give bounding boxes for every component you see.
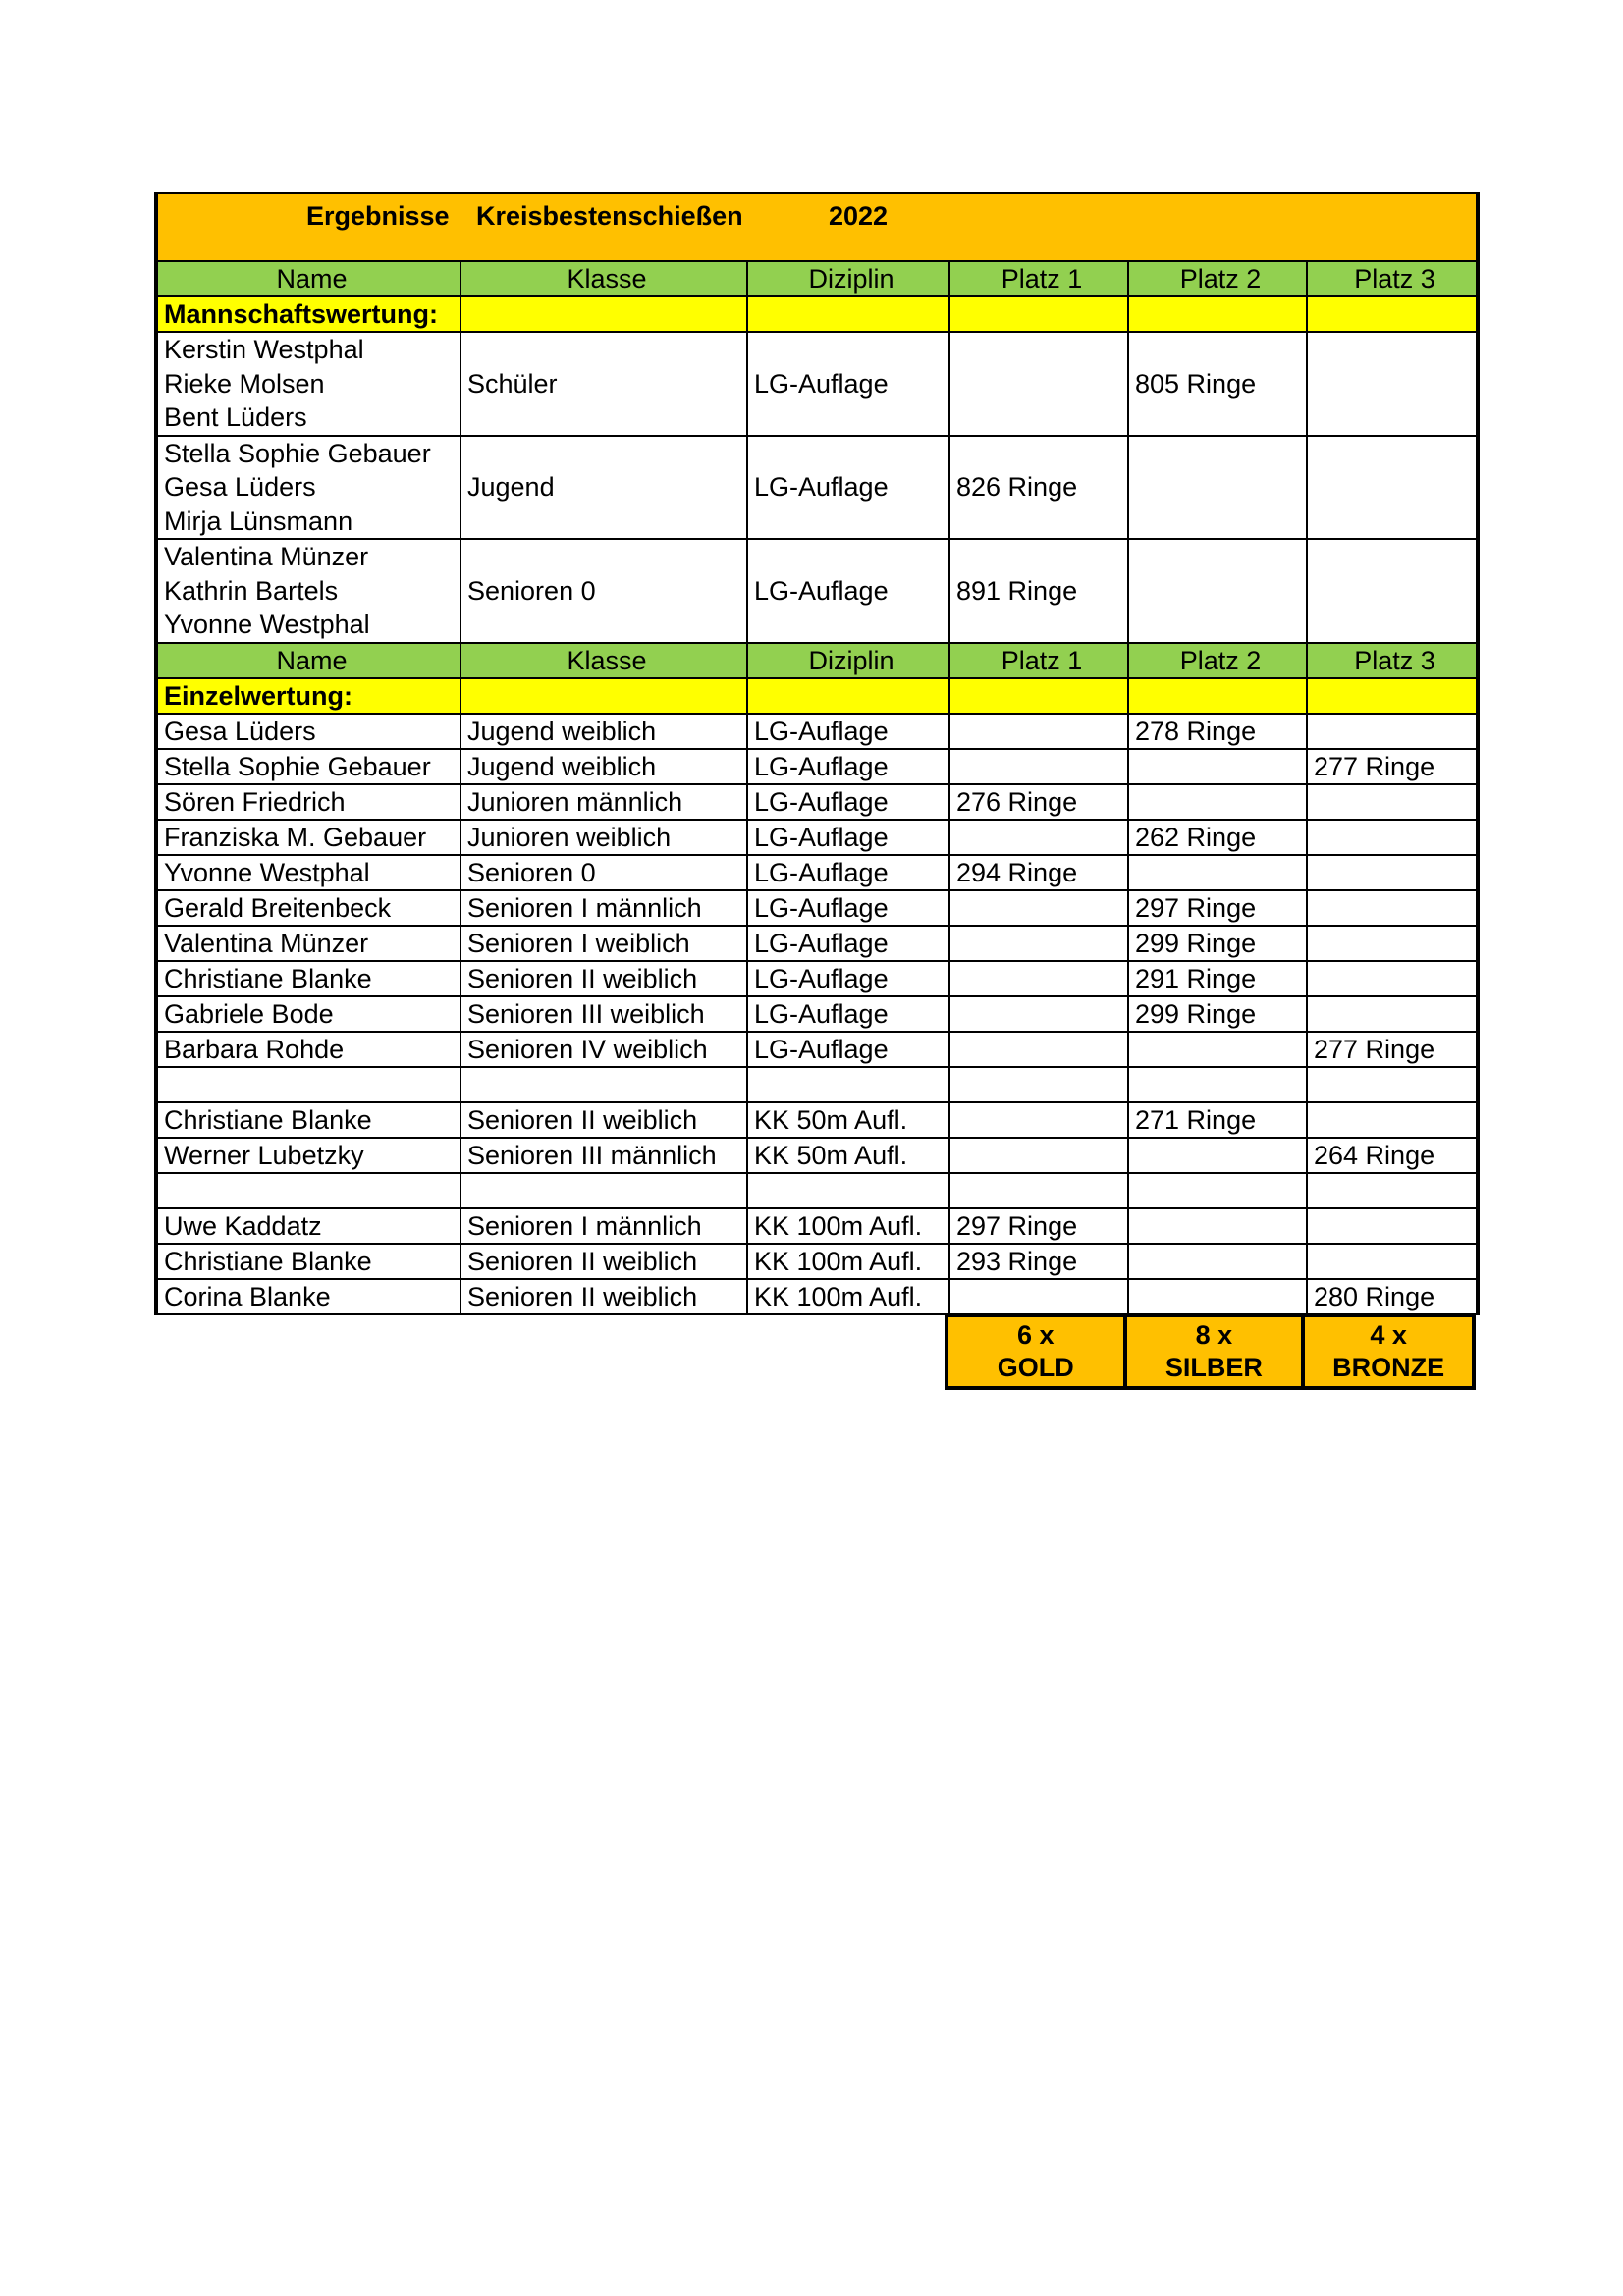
result-row <box>156 784 1478 820</box>
column-header-name: Name <box>156 643 460 678</box>
team-platz-2: 805 Ringe <box>1128 332 1307 436</box>
column-header-platz-2: Platz 2 <box>1128 261 1307 296</box>
title-event: Kreisbestenschießen <box>476 201 743 231</box>
result-klasse: Senioren II weiblich <box>460 1244 747 1279</box>
result-platz-3: 280 Ringe <box>1307 1279 1478 1314</box>
result-name: Werner Lubetzky <box>156 1138 460 1173</box>
team-members: Kerstin Westphal Rieke Molsen Bent Lüders <box>156 332 460 436</box>
result-klasse: Jugend weiblich <box>460 714 747 749</box>
result-name: Christiane Blanke <box>156 961 460 996</box>
results-sheet <box>154 192 1476 1382</box>
team-klasse: Senioren 0 <box>460 539 747 643</box>
result-name: Stella Sophie Gebauer <box>156 749 460 784</box>
result-platz-2 <box>1128 1138 1307 1173</box>
result-klasse: Senioren III weiblich <box>460 996 747 1032</box>
section-filler <box>747 296 949 332</box>
team-platz-1: 891 Ringe <box>949 539 1128 643</box>
result-platz-3 <box>1307 926 1478 961</box>
result-platz-2 <box>1128 1279 1307 1314</box>
result-row <box>156 926 1478 961</box>
result-row <box>156 714 1478 749</box>
result-platz-3: 264 Ringe <box>1307 1138 1478 1173</box>
result-platz-2 <box>1128 855 1307 890</box>
column-header-platz-1: Platz 1 <box>949 643 1128 678</box>
section-filler <box>1307 296 1478 332</box>
result-platz-3 <box>1307 1173 1478 1208</box>
result-platz-2 <box>1128 1244 1307 1279</box>
result-name <box>156 1173 460 1208</box>
result-platz-3 <box>1307 996 1478 1032</box>
result-platz-2: 262 Ringe <box>1128 820 1307 855</box>
single-section <box>156 678 1478 714</box>
team-members: Valentina Münzer Kathrin Bartels Yvonne Westphal <box>156 539 460 643</box>
result-platz-3: 277 Ringe <box>1307 749 1478 784</box>
team-platz-3 <box>1307 332 1478 436</box>
result-klasse: Senioren II weiblich <box>460 1279 747 1314</box>
team-klasse: Schüler <box>460 332 747 436</box>
result-platz-2 <box>1128 1173 1307 1208</box>
result-platz-3 <box>1307 890 1478 926</box>
team-members: Stella Sophie Gebauer Gesa Lüders Mirja Lünsmann <box>156 436 460 540</box>
team-platz-1 <box>949 332 1128 436</box>
result-name: Christiane Blanke <box>156 1244 460 1279</box>
result-row <box>156 961 1478 996</box>
result-platz-3 <box>1307 820 1478 855</box>
result-platz-1 <box>949 820 1128 855</box>
result-platz-1: 294 Ringe <box>949 855 1128 890</box>
result-row <box>156 1102 1478 1138</box>
result-platz-1: 297 Ringe <box>949 1208 1128 1244</box>
result-platz-2: 297 Ringe <box>1128 890 1307 926</box>
result-name: Valentina Münzer <box>156 926 460 961</box>
result-platz-1 <box>949 1032 1128 1067</box>
column-header-disziplin: Diziplin <box>747 643 949 678</box>
result-klasse: Senioren II weiblich <box>460 961 747 996</box>
result-platz-1 <box>949 1279 1128 1314</box>
result-platz-2 <box>1128 1208 1307 1244</box>
result-platz-2: 271 Ringe <box>1128 1102 1307 1138</box>
result-name: Barbara Rohde <box>156 1032 460 1067</box>
result-platz-1 <box>949 890 1128 926</box>
column-header-disziplin: Diziplin <box>747 261 949 296</box>
result-row <box>156 855 1478 890</box>
result-name: Yvonne Westphal <box>156 855 460 890</box>
result-row <box>156 1032 1478 1067</box>
result-disziplin: LG-Auflage <box>747 749 949 784</box>
result-platz-3 <box>1307 961 1478 996</box>
result-name: Christiane Blanke <box>156 1102 460 1138</box>
result-name: Gesa Lüders <box>156 714 460 749</box>
section-filler <box>949 296 1128 332</box>
result-platz-3 <box>1307 1102 1478 1138</box>
result-klasse: Senioren I weiblich <box>460 926 747 961</box>
title-label: Ergebnisse <box>306 201 450 231</box>
result-platz-2 <box>1128 1067 1307 1102</box>
result-klasse: Senioren IV weiblich <box>460 1032 747 1067</box>
result-row <box>156 1173 1478 1208</box>
result-platz-1 <box>949 1173 1128 1208</box>
result-disziplin <box>747 1067 949 1102</box>
result-klasse <box>460 1173 747 1208</box>
result-platz-1 <box>949 714 1128 749</box>
result-disziplin: KK 50m Aufl. <box>747 1102 949 1138</box>
result-klasse: Senioren 0 <box>460 855 747 890</box>
result-disziplin: KK 100m Aufl. <box>747 1244 949 1279</box>
result-platz-1 <box>949 926 1128 961</box>
results-table <box>154 192 1480 1315</box>
result-platz-1 <box>949 1102 1128 1138</box>
result-platz-3 <box>1307 1208 1478 1244</box>
column-header-platz-1: Platz 1 <box>949 261 1128 296</box>
result-row <box>156 749 1478 784</box>
medal-label: GOLD <box>997 1353 1074 1382</box>
title-cell <box>156 193 1478 261</box>
team-row <box>156 436 1478 540</box>
column-header-row <box>156 643 1478 678</box>
section-filler <box>1128 296 1307 332</box>
medal-label: SILBER <box>1164 1353 1263 1382</box>
result-name: Corina Blanke <box>156 1279 460 1314</box>
team-disziplin: LG-Auflage <box>747 332 949 436</box>
result-disziplin: LG-Auflage <box>747 961 949 996</box>
column-header-platz-3: Platz 3 <box>1307 643 1478 678</box>
result-platz-3 <box>1307 1067 1478 1102</box>
result-klasse: Senioren I männlich <box>460 1208 747 1244</box>
result-platz-1 <box>949 961 1128 996</box>
medal-count: 4 x <box>1370 1320 1407 1350</box>
result-klasse: Senioren I männlich <box>460 890 747 926</box>
result-name: Sören Friedrich <box>156 784 460 820</box>
section-filler <box>1307 678 1478 714</box>
result-platz-2 <box>1128 749 1307 784</box>
result-disziplin: KK 100m Aufl. <box>747 1279 949 1314</box>
team-section-label: Mannschaftswertung: <box>156 296 460 332</box>
section-filler <box>460 296 747 332</box>
result-disziplin: LG-Auflage <box>747 996 949 1032</box>
result-platz-2: 299 Ringe <box>1128 996 1307 1032</box>
result-platz-1 <box>949 749 1128 784</box>
result-name: Uwe Kaddatz <box>156 1208 460 1244</box>
result-row <box>156 1208 1478 1244</box>
section-filler <box>460 678 747 714</box>
column-header-platz-2: Platz 2 <box>1128 643 1307 678</box>
result-klasse <box>460 1067 747 1102</box>
medal-count: 8 x <box>1195 1320 1233 1350</box>
title-row <box>156 193 1478 261</box>
result-platz-1 <box>949 1067 1128 1102</box>
result-platz-3 <box>1307 784 1478 820</box>
result-platz-3 <box>1307 1244 1478 1279</box>
result-disziplin: LG-Auflage <box>747 890 949 926</box>
result-platz-3: 277 Ringe <box>1307 1032 1478 1067</box>
team-row <box>156 332 1478 436</box>
result-platz-2 <box>1128 1032 1307 1067</box>
result-disziplin: LG-Auflage <box>747 820 949 855</box>
column-header-klasse: Klasse <box>460 643 747 678</box>
team-row <box>156 539 1478 643</box>
single-section-label: Einzelwertung: <box>156 678 460 714</box>
result-name: Gerald Breitenbeck <box>156 890 460 926</box>
result-name: Gabriele Bode <box>156 996 460 1032</box>
medal-totals <box>945 1313 1476 1390</box>
result-klasse: Senioren III männlich <box>460 1138 747 1173</box>
team-platz-3 <box>1307 539 1478 643</box>
result-platz-1: 276 Ringe <box>949 784 1128 820</box>
result-platz-3 <box>1307 714 1478 749</box>
result-disziplin: LG-Auflage <box>747 784 949 820</box>
result-platz-1 <box>949 996 1128 1032</box>
result-platz-2: 291 Ringe <box>1128 961 1307 996</box>
section-filler <box>949 678 1128 714</box>
result-platz-1 <box>949 1138 1128 1173</box>
result-disziplin: KK 50m Aufl. <box>747 1138 949 1173</box>
result-disziplin: LG-Auflage <box>747 1032 949 1067</box>
result-disziplin <box>747 1173 949 1208</box>
team-platz-1: 826 Ringe <box>949 436 1128 540</box>
section-filler <box>747 678 949 714</box>
result-platz-2: 299 Ringe <box>1128 926 1307 961</box>
result-row <box>156 1279 1478 1314</box>
result-row <box>156 1138 1478 1173</box>
team-section <box>156 296 1478 332</box>
result-name <box>156 1067 460 1102</box>
result-klasse: Junioren weiblich <box>460 820 747 855</box>
medal-total-gold <box>947 1315 1125 1388</box>
result-klasse: Senioren II weiblich <box>460 1102 747 1138</box>
result-platz-1: 293 Ringe <box>949 1244 1128 1279</box>
result-klasse: Junioren männlich <box>460 784 747 820</box>
result-disziplin: LG-Auflage <box>747 926 949 961</box>
medal-count: 6 x <box>1017 1320 1055 1350</box>
result-disziplin: KK 100m Aufl. <box>747 1208 949 1244</box>
medal-total-bronze <box>1303 1315 1474 1388</box>
result-platz-3 <box>1307 855 1478 890</box>
team-klasse: Jugend <box>460 436 747 540</box>
medal-label: BRONZE <box>1332 1353 1445 1382</box>
title-year: 2022 <box>829 201 889 231</box>
result-row <box>156 996 1478 1032</box>
section-filler <box>1128 678 1307 714</box>
column-header-klasse: Klasse <box>460 261 747 296</box>
column-header-row <box>156 261 1478 296</box>
result-row <box>156 890 1478 926</box>
result-disziplin: LG-Auflage <box>747 855 949 890</box>
result-name: Franziska M. Gebauer <box>156 820 460 855</box>
result-platz-2 <box>1128 784 1307 820</box>
result-platz-2: 278 Ringe <box>1128 714 1307 749</box>
result-row <box>156 820 1478 855</box>
team-platz-3 <box>1307 436 1478 540</box>
column-header-platz-3: Platz 3 <box>1307 261 1478 296</box>
column-header-name: Name <box>156 261 460 296</box>
team-disziplin: LG-Auflage <box>747 539 949 643</box>
result-disziplin: LG-Auflage <box>747 714 949 749</box>
team-platz-2 <box>1128 436 1307 540</box>
result-row <box>156 1067 1478 1102</box>
team-platz-2 <box>1128 539 1307 643</box>
team-disziplin: LG-Auflage <box>747 436 949 540</box>
result-row <box>156 1244 1478 1279</box>
medal-total-silber <box>1125 1315 1304 1388</box>
result-klasse: Jugend weiblich <box>460 749 747 784</box>
